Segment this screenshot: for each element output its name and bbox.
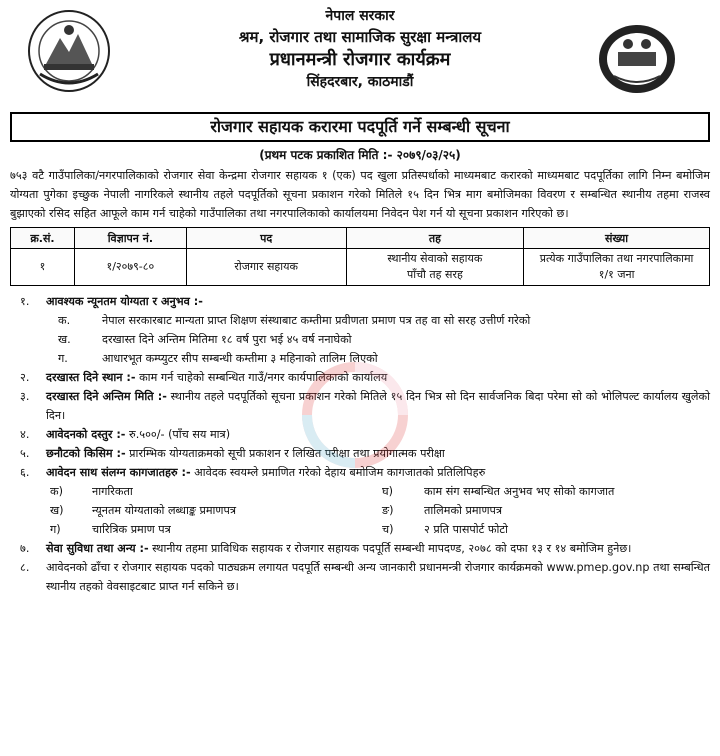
published-date: (प्रथम पटक प्रकाशित मिति :- २०७९/०३/२५) [259,148,461,162]
section-heading: छनौटको किसिम :- [46,447,126,460]
section-text: स्थानीय तहले पदपूर्तिको सूचना प्रकाशन गरेको मितिले १५ दिन भित्र सो दिन सार्वजनिक बिदा परेमा सो को भोलिपल्ट कार्यालय खुलेको दिन। [46,390,710,422]
item-text: तालिमको प्रमाणपत्र [424,504,503,517]
item-text: आधारभूत कम्प्युटर सीप सम्बन्धी कम्तीमा ३ महिनाको तालिम लिएको [102,352,378,365]
letterhead [0,0,720,104]
section-number: २. [20,371,30,384]
table-header-row [11,228,710,249]
program-name: प्रधानमन्त्री रोजगार कार्यक्रम [269,49,451,70]
document-row [10,520,710,539]
section-heading: आवेदन साथ संलग्न कागजातहरु :- [46,466,191,479]
nepal-coat-of-arms-icon [26,8,112,94]
section-text: स्थानीय तहमा प्राविधिक सहायक र रोजगार सहायक पदपूर्ति सम्बन्धी मापदण्ड, २०७८ को दफा १३ र १४ बमोजिम हुनेछ। [148,542,632,555]
vacancy-table [10,227,710,286]
cell-count [524,249,710,286]
item-marker: घ) [382,485,393,498]
ministry-name: श्रम, रोजगार तथा सामाजिक सुरक्षा मन्त्रालय [238,28,482,46]
item-text: चारित्रिक प्रमाण पत्र [92,523,171,536]
section-number: ४. [20,428,30,441]
count-line-2: १/१ जना [598,268,635,281]
section-text: रु.५००/- (पाँच सय मात्र) [125,428,231,441]
table-row [11,249,710,286]
notice-title: रोजगार सहायक करारमा पदपूर्ति गर्ने सम्बन्धी सूचना [10,112,710,142]
watermark-icon [300,360,410,470]
section-heading: आवेदनको दस्तुर :- [46,428,126,441]
cell-adv-no: १/२०७९-८० [74,249,186,286]
section-text: आवेदनको ढाँचा र रोजगार सहायक पदको पाठ्यक्रम लगायत पदपूर्ति सम्बन्धी अन्य जानकारी प्रधानमन्त्री रोजगार कार्यक्रमको www.pmep.gov.np तथा सम्बन्धित स्थानीय तहको वेवसाइटबाट प्राप्त गर्न सकिने छ। [46,561,710,593]
cell-sn: १ [11,249,75,286]
section-number: ७. [20,542,30,555]
level-line-1: स्थानीय सेवाको सहायक [387,252,483,265]
header-sn: क्र.सं. [11,228,75,249]
section-text: काम गर्न चाहेको सम्बन्धित गाउँ/नगर कार्यपालिकाको कार्यालय [135,371,388,384]
section-heading: दरखास्त दिने स्थान :- [46,371,136,384]
item-text: नागरिकता [92,485,133,498]
intro-paragraph: ७५३ वटै गाउँपालिका/नगरपालिकाको रोजगार सेवा केन्द्रमा रोजगार सहायक १ (एक) पद खुला प्रतिस्पर्धाको माध्यमबाट करारको माध्यमबाट पदपूर्तिका लागि निम्न बमोजिम योग्यता पुगेका इच्छुक नेपाली नागरिकले स्थानीय तहले पदपूर्तिको सूचना प्रकाशन गरेको मितिले १५ दिन भित्र माग बमोजिमका विवरण र सम्बन्धित स्थानीय तहमा राजस्व बुझाएको रसिद सहित आफूले काम गर्न चाहेको गाउँपालिका तथा नगरपालिकाको कार्यालयमा निवेदन पेश गर्न यो सूचना प्रकाशन गरिएको छ। [10,169,710,220]
letterhead-text [120,6,600,92]
cell-post: रोजगार सहायक [186,249,346,286]
item-text: दरखास्त दिने अन्तिम मितिमा १८ वर्ष पुरा भई ४५ वर्ष ननाघेको [102,333,352,346]
item-marker: च) [382,523,394,536]
government-name: नेपाल सरकार [325,8,395,24]
item-marker: क) [50,485,63,498]
section-more-info [10,558,710,596]
item-marker: ङ) [382,504,394,517]
item-marker: ख) [50,504,64,517]
section-heading: सेवा सुविधा तथा अन्य :- [46,542,149,555]
section-number: ८. [20,561,30,574]
cell-level [346,249,524,286]
header-level: तह [346,228,524,249]
document-row [10,501,710,520]
item-marker: ग. [58,352,68,365]
section-text: आवेदक स्वयम्ले प्रमाणित गरेको देहाय बमोजिम कागजातको प्रतिलिपिहरु [190,466,486,479]
level-line-2: पाँचौ तह सरह [406,268,463,281]
item-text: २ प्रति पासपोर्ट फोटो [424,523,508,536]
item-text: न्यूनतम योग्यताको लब्धाङ्क प्रमाणपत्र [92,504,237,517]
section-facilities [10,539,710,558]
pm-employment-program-logo-icon [594,22,680,96]
office-location: सिंहदरबार, काठमाडौं [306,74,414,90]
list-item [10,330,710,349]
section-text: प्रारम्भिक योग्यताक्रमको सूची प्रकाशन र लिखित परीक्षा तथा प्रयोगात्मक परीक्षा [125,447,445,460]
item-text: काम संग सम्बन्धित अनुभव भए सोको कागजात [424,485,615,498]
header-post: पद [186,228,346,249]
section-heading: दरखास्त दिने अन्तिम मिति :- [46,390,167,403]
section-heading: आवश्यक न्यूनतम योग्यता र अनुभव :- [46,295,203,308]
document-row [10,482,710,501]
section-number: ३. [20,390,30,403]
item-marker: ग) [50,523,61,536]
item-marker: ख. [58,333,71,346]
list-item [10,311,710,330]
section-number: ५. [20,447,30,460]
section-number: १. [20,295,30,308]
section-number: ६. [20,466,30,479]
section-qualification [10,292,710,311]
header-count: संख्या [524,228,710,249]
item-marker: क. [58,314,71,327]
item-text: नेपाल सरकारबाट मान्यता प्राप्त शिक्षण संस्थाबाट कम्तीमा प्रवीणता प्रमाण पत्र तह वा सो सरह उत्तीर्ण गरेको [102,314,531,327]
header-adv-no: विज्ञापन नं. [74,228,186,249]
count-line-1: प्रत्येक गाउँपालिका तथा नगरपालिकामा [539,252,694,265]
